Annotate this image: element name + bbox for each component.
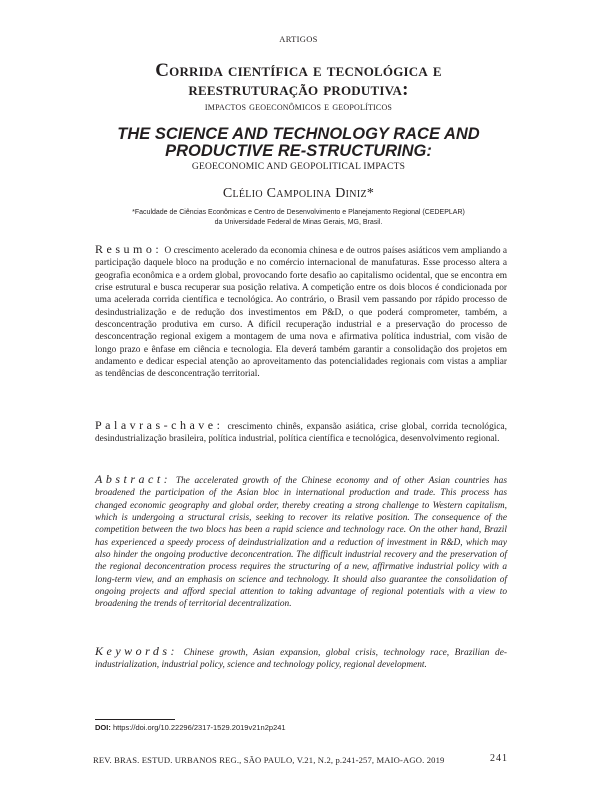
keywords-text: Chinese growth, Asian expansion, global crisis, technology race, Brazilian de-industrialization, industrial policy, science and technology policy, regional development.	[95, 648, 507, 671]
journal-citation-footer: REV. BRAS. ESTUD. URBANOS REG., SÃO PAULO, V.21, N.2, p.241-257, MAIO-AGO. 2019	[93, 755, 445, 765]
title-pt-line-1: Corrida científica e tecnológica e	[155, 60, 442, 81]
subtitle-portuguese: impactos geoeconômicos e geopolíticos	[204, 101, 393, 113]
affiliation-line-1: *Faculdade de Ciências Econômicas e Centro de Desenvolvimento e Planejamento Regional (CEDEPLAR)	[132, 209, 465, 216]
page-number: 241	[490, 753, 508, 764]
keywords-label: Keywords:	[95, 644, 179, 658]
resumo-text: O crescimento acelerado da economia chinesa e de outros países asiáticos vem ampliando a participação daquele bloco na produção e no comércio internacional de manufaturas. Esse processo altera a geografia econômica e a ordem global, provocando forte desafio ao capitalismo ocidental, que se encontra em crise estrutural e busca recuperar sua posição relativa. A competição entre os dois blocos é condicionada por uma acelerada corrida científica e tecnológica. Ao contrário, o Brasil vem passando por rápido processo de desindustrialização e de redução dos investimentos em P&D, o que poderá comprometer, também, a desconcentração produtiva em curso. A difícil recuperação industrial e a preservação do processo de desconcentração regional exigem a montagem de uma nova e afirmativa política industrial, com visão de longo prazo e ênfase em ciência e tecnologia. Ela deverá também garantir a consolidação dos projetos em andamento e dedicar especial atenção ao aproveitamento das potencialidades regionais com vistas a ampliar as tendências de desconcentração territorial.	[95, 246, 507, 380]
keywords-paragraph	[95, 645, 507, 672]
palavras-chave-text: crescimento chinês, expansão asiática, crise global, corrida tecnológica, desindustrialização brasileira, política industrial, política científica e tecnológica, desenvolvimento regional.	[95, 422, 507, 445]
title-en-line-2: PRODUCTIVE RE-STRUCTURING:	[165, 142, 432, 160]
title-portuguese	[40, 61, 557, 99]
palavras-chave-label: Palavras-chave:	[95, 418, 224, 432]
author-affiliation	[100, 208, 497, 228]
resumo-label: Resumo:	[95, 242, 163, 256]
affiliation-line-2: da Universidade Federal de Minas Gerais, MG, Brasil.	[214, 219, 383, 226]
abstract-paragraph	[95, 473, 507, 611]
abstract-label: Abstract:	[95, 472, 172, 486]
title-pt-line-2: reestruturação produtiva:	[188, 79, 409, 100]
resumo-paragraph	[95, 243, 507, 381]
title-en-line-1: THE SCIENCE AND TECHNOLOGY RACE AND	[117, 125, 480, 143]
title-english	[40, 126, 557, 160]
doi-link[interactable]: https://doi.org/10.22296/2317-1529.2019v21n2p241	[112, 723, 286, 732]
palavras-chave-paragraph	[95, 419, 507, 446]
doi-label: DOI:	[95, 723, 111, 732]
section-label: ARTIGOS	[279, 34, 318, 44]
abstract-text: The accelerated growth of the Chinese economy and of other Asian countries has broadened the participation of the Asian bloc in international production and trade. This process has changed economic geography and global order, thereby creating a strong challenge to Western capitalism, which is undergoing a structural crisis, seeking to recover its relative position. The consequence of the competition between the two blocs has been a rapid science and technology race. On the other hand, Brazil has experienced a speedy process of deindustrialization and a reduction of investment in R&D, which may also hinder the ongoing productive deconcentration. The difficult industrial recovery and the preservation of the regional deconcentration process requires the structuring of a new, affirmative industrial policy with a long-term view, and an emphasis on science and technology. It should also guarantee the consolidation of ongoing projects and afford special attention to taking advantage of regional potentials with a view to broadening the trends of territorial decentralization.	[95, 476, 507, 610]
subtitle-english: GEOECONOMIC AND GEOPOLITICAL IMPACTS	[191, 162, 406, 172]
author-name: Clélio Campolina Diniz*	[222, 186, 375, 201]
doi-line	[95, 723, 286, 732]
footnote-divider	[95, 719, 175, 720]
